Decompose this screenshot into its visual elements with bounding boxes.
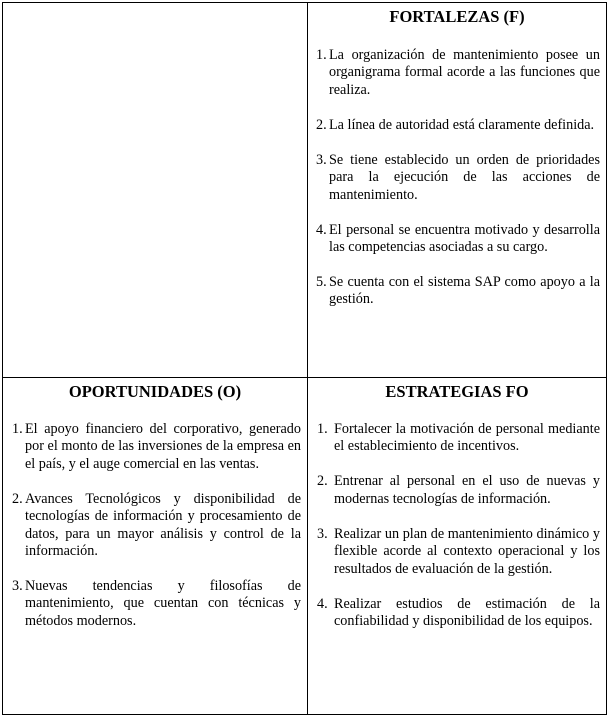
oportunidades-cell	[3, 378, 307, 714]
estrategias-fo-cell	[308, 378, 606, 714]
list-item	[316, 221, 600, 257]
item-text: La línea de autoridad está claramente definida.	[329, 116, 595, 133]
item-number: 1.	[12, 421, 23, 437]
list-item	[316, 47, 600, 99]
estrategias-fo-list	[308, 421, 606, 630]
list-item	[12, 490, 301, 561]
item-number: 1.	[316, 47, 327, 63]
item-number: 5.	[316, 274, 327, 291]
empty-corner-cell	[3, 3, 307, 377]
list-item	[316, 116, 600, 134]
item-text: El apoyo financiero del corporativo, generado por el monto de las inversiones de la empresa en el país, y el auge comercial en las ventas.	[25, 421, 301, 472]
item-text: La organización de mantenimiento posee un organigrama formal acorde a las funciones que realiza.	[329, 47, 600, 98]
item-number: 1.	[317, 421, 328, 437]
list-item	[317, 421, 600, 456]
item-number: 3.	[317, 525, 328, 542]
foda-table	[2, 2, 607, 715]
item-text: Nuevas tendencias y filosofías de mantenimiento, que cuentan con técnicas y métodos modernos.	[25, 578, 301, 629]
item-text: Avances Tecnológicos y disponibilidad de tecnologías de información y procesamiento de datos, para un mayor análisis y control de la información.	[25, 490, 301, 560]
oportunidades-list	[3, 421, 307, 630]
item-text: Se cuenta con el sistema SAP como apoyo a la gestión.	[329, 274, 600, 308]
item-text: Realizar estudios de estimación de la confiabilidad y disponibilidad de los equipos.	[334, 595, 600, 630]
list-item	[316, 151, 600, 204]
list-item	[316, 274, 600, 309]
item-number: 2.	[12, 490, 23, 507]
estrategias-fo-heading: ESTRATEGIAS FO	[385, 382, 529, 401]
list-item	[317, 595, 600, 631]
fortalezas-cell	[308, 3, 606, 377]
item-number: 4.	[316, 221, 327, 238]
item-number: 4.	[317, 595, 328, 612]
item-text: Realizar un plan de mantenimiento dinámico y flexible acorde al contexto operacional y los resultados de evaluación de la gestión.	[334, 525, 600, 577]
item-number: 3.	[316, 151, 327, 168]
fortalezas-list	[308, 47, 606, 309]
item-number: 2.	[316, 116, 327, 133]
item-text: Fortalecer la motivación de personal mediante el establecimiento de incentivos.	[334, 421, 600, 455]
fortalezas-heading: FORTALEZAS (F)	[389, 7, 525, 26]
list-item	[317, 525, 600, 578]
item-number: 3.	[12, 578, 23, 595]
item-number: 2.	[317, 473, 328, 490]
item-text: Se tiene establecido un orden de prioridades para la ejecución de las acciones de mantenimiento.	[329, 151, 600, 203]
list-item	[12, 578, 301, 630]
item-text: Entrenar al personal en el uso de nuevas y modernas tecnologías de información.	[334, 473, 600, 507]
list-item	[12, 421, 301, 473]
item-text: El personal se encuentra motivado y desarrolla las competencias asociadas a su cargo.	[329, 221, 600, 256]
list-item	[317, 473, 600, 508]
oportunidades-heading: OPORTUNIDADES (O)	[68, 382, 242, 401]
